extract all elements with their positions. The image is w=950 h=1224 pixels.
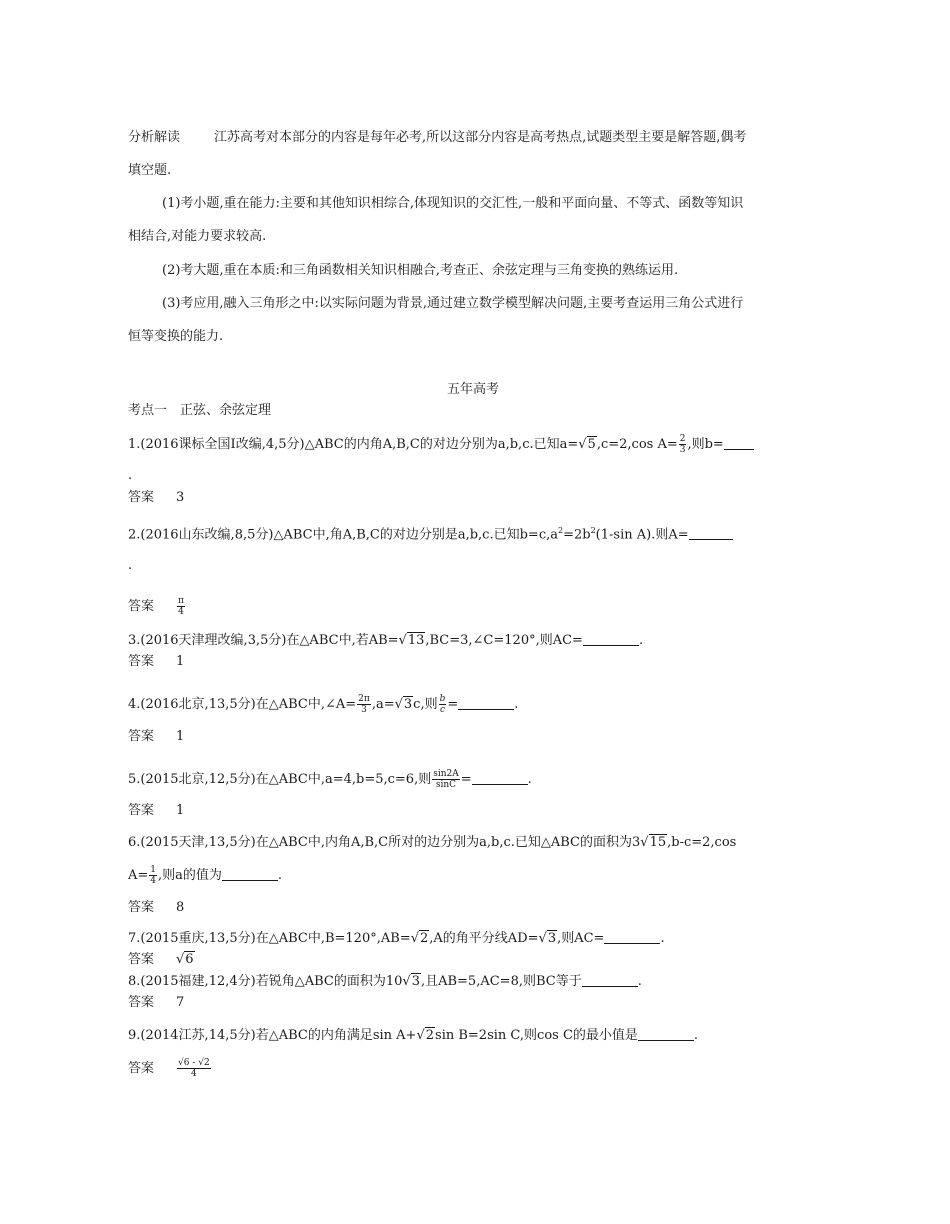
section-title: 五年高考 (446, 382, 499, 397)
question-6-cont: A= $\frac{1}{4}$ ,则a的值为 . (128, 865, 283, 886)
answer-4: 答案 1 (128, 729, 185, 744)
question-2: 2.(2016山东改编,8,5分)△ABC中,角A,B,C的对边分别是a,b,c.已知$b=c,a^2=2b^2(1-\sin$ A).则A= (128, 521, 733, 545)
answer-blank (638, 1026, 694, 1041)
intro-point-3: (3)考应用,融入三角形之中:以实际问题为背景,通过建立数学模型解决问题,主要考查运用三角公式进行 (162, 296, 744, 311)
intro-point-1: (1)考小题,重在能力:主要和其他知识相综合,体现知识的交汇性,一般和平面向量、不等式、函数等知识 (162, 196, 744, 211)
answer-1: 答案 3 (128, 490, 185, 505)
intro-heading: 分析解读 (128, 130, 181, 145)
answer-2: 答案 $\frac{\pi}{4}$ (128, 596, 184, 617)
question-3: 3.(2016天津理改编,3,5分)在△ABC中,若AB=√13,BC=3,∠C=120°,则AC= . (128, 631, 643, 651)
question-9: 9.(2014江苏,14,5分)若△ABC的内角满足sin A+√2sin B=2sin C,则cos C的最小值是 . (128, 1026, 698, 1046)
fraction: $\frac{2\pi}{3}$ (358, 694, 370, 715)
answer-blank (472, 770, 528, 785)
answer-blank (724, 435, 754, 450)
intro-point-2: (2)考大题,重在本质:和三角函数相关知识相融合,考查正、余弦定理与三角变换的熟练运用. (162, 263, 679, 278)
fraction: $\frac{√6 - √2}{4}$ (178, 1058, 210, 1079)
answer-5: 答案 1 (128, 803, 185, 818)
fraction: $\frac{b}{c}$ (439, 694, 446, 715)
sqrt: √5 (578, 437, 596, 452)
sqrt: √6 (176, 952, 194, 967)
answer-3: 答案 1 (128, 654, 185, 669)
answer-blank (604, 929, 660, 944)
intro-point-1-cont: 相结合,对能力要求较高. (128, 229, 267, 244)
question-5: 5.(2015北京,12,5分)在△ABC中,a=4,b=5,c=6,则 $\frac{\sin 2A}{\sin C}$ = . (128, 769, 532, 790)
intro-point-3-cont: 恒等变换的能力. (128, 329, 224, 344)
question-7: 7.(2015重庆,13,5分)在△ABC中,B=120°,AB=√2,A的角平分线AD=√3,则AC= . (128, 929, 665, 949)
sqrt: √3 (538, 931, 557, 946)
answer-blank (222, 866, 278, 881)
sqrt: √3 (394, 697, 413, 712)
fraction: $\frac{1}{4}$ (150, 865, 157, 886)
answer-blank (582, 972, 638, 987)
answer-6: 答案 8 (128, 900, 185, 915)
fraction: $\frac{2}{3}$ (679, 434, 686, 455)
answer-8: 答案 7 (128, 995, 185, 1010)
answer-blank (458, 695, 514, 710)
answer-7: 答案 √6 (128, 950, 195, 970)
intro-line-2: 填空题. (128, 163, 172, 178)
question-1-tail: . (128, 468, 133, 483)
answer-blank (689, 525, 733, 540)
answer-blank (583, 631, 639, 646)
fraction: $\frac{\pi}{4}$ (178, 596, 184, 617)
sqrt: √3 (402, 974, 420, 989)
answer-9: 答案 $\frac{√6 - √2}{4}$ (128, 1058, 210, 1079)
question-1: 1.(2016课标全国Ⅰ改编,4,5分)△ABC的内角A,B,C的对边分别为a,b,c.已知a=√5,c=2,cos A= $\frac{2}{3}$ ,则b= (128, 434, 754, 455)
sqrt: √15 (640, 835, 667, 850)
intro-line-1: 分析解读 江苏高考对本部分的内容是每年必考,所以这部分内容是高考热点,试题类型主要是解答题,偶考 (128, 130, 747, 145)
sqrt: √13 (398, 633, 425, 648)
question-8: 8.(2015福建,12,4分)若锐角△ABC的面积为10√3,且AB=5,AC=8,则BC等于 . (128, 972, 642, 992)
fraction: $\frac{\sin 2A}{\sin C}$ (433, 769, 459, 790)
sqrt: √2 (416, 1028, 435, 1043)
question-4: 4.(2016北京,13,5分)在△ABC中,∠A= $\frac{2\pi}{3}$ ,a=√3c,则 $\frac{b}{c}$ = . (128, 694, 519, 715)
topic-heading: 考点一 正弦、余弦定理 (128, 403, 272, 418)
question-6: 6.(2015天津,13,5分)在△ABC中,内角A,B,C所对的边分别为a,b,c.已知△ABC的面积为3√15,b-c=2,cos (128, 833, 736, 853)
sqrt: √2 (410, 931, 429, 946)
question-2-tail: . (128, 558, 133, 573)
